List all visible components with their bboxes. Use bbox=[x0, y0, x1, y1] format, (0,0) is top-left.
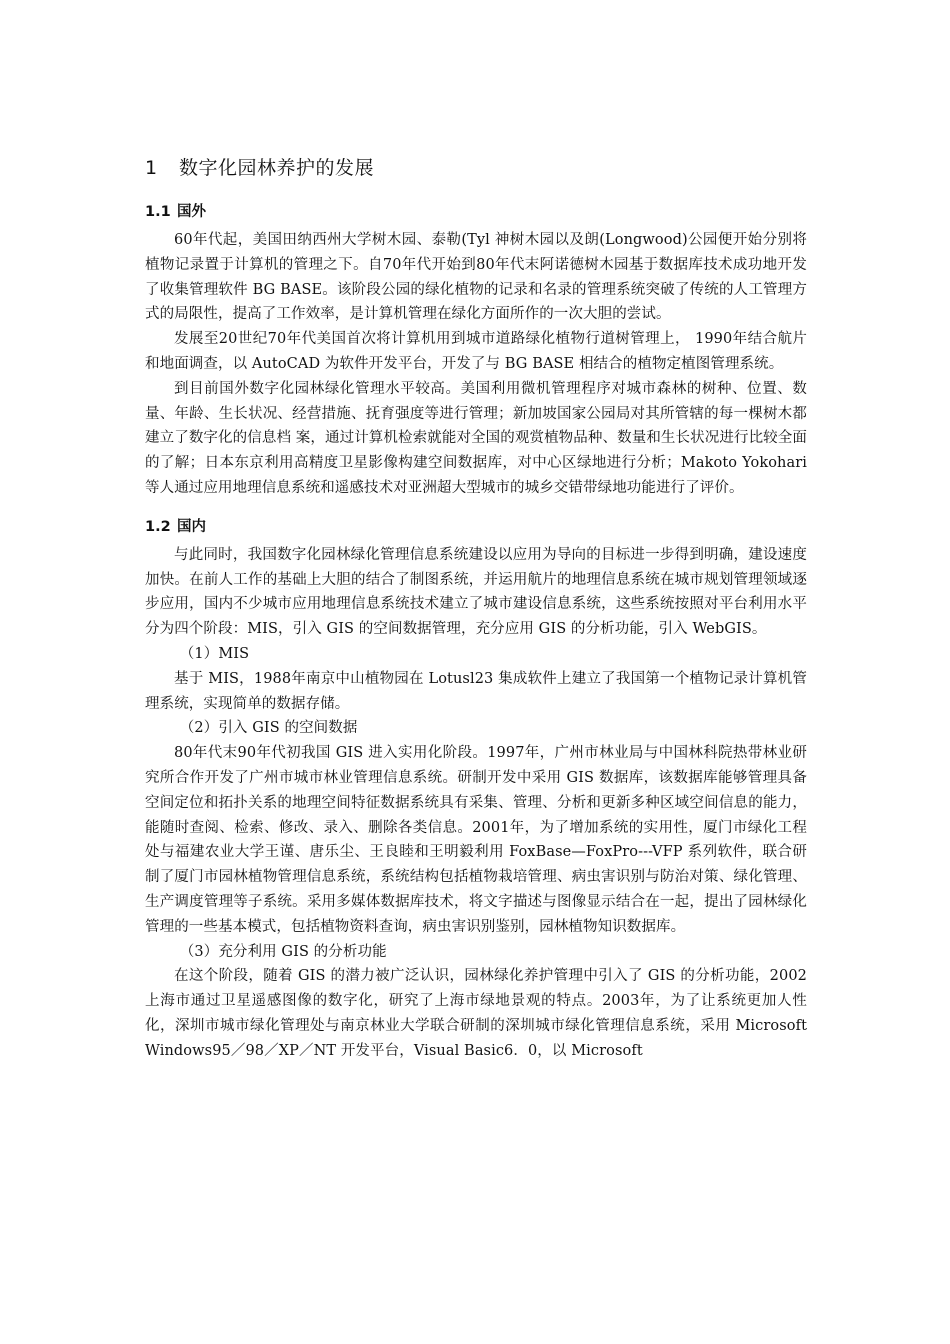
subheading-stage-3: （3）充分利用 GIS 的分析功能 bbox=[179, 943, 387, 960]
paragraph: 与此同时，我国数字化园林绿化管理信息系统建设以应用为导向的目标进一步得到明确，建设速度加快。在前人工作的基础上大胆的结合了制图系统，并运用航片的地理信息系统在城市规划管理领域逐步应用，国内不少城市应用地理信息系统技术建立了城市建设信息系统，这些系统按照对平台利用水平分为四个阶段：MIS，引入 GIS 的空间数据管理，充分应用 GIS 的分析功能，引入 WebGIS。 bbox=[145, 546, 807, 638]
chapter-title: 数字化园林养护的发展 bbox=[179, 157, 375, 179]
chapter-number: 1 bbox=[145, 157, 158, 179]
paragraph: 基于 MIS，1988年南京中山植物园在 Lotusl23 集成软件上建立了我国第一个植物记录计算机管理系统，实现简单的数据存储。 bbox=[145, 670, 807, 712]
chapter-heading bbox=[145, 152, 807, 184]
subheading-stage-2: （2）引入 GIS 的空间数据 bbox=[179, 720, 358, 737]
paragraph: 80年代末90年代初我国 GIS 进入实用化阶段。1997年，广州市林业局与中国林科院热带林业研究所合作开发了广州市城市林业管理信息系统。研制开发中采用 GIS 数据库，该数据库能够管理具备空间定位和拓扑关系的地理空间特征数据系统具有采集、管理、分析和更新多种区域空间信息的能力，能随时查阅、检索、修改、录入、删除各类信息。2001年，为了增加系统的实用性，厦门市绿化工程处与福建农业大学王谨、唐乐尘、王良睦和王明毅利用 FoxBase—FoxPro---VFP 系列软件，联合研制了厦门市园林植物管理信息系统，系统结构包括植物栽培管理、病虫害识别与防治对策、绿化管理、生产调度管理等子系统。采用多媒体数据库技术，将文字描述与图像显示结合在一起，提出了园林绿化管理的一些基本模式，包括植物资料查询，病虫害识别鉴别，园林植物知识数据库。 bbox=[145, 745, 807, 935]
section-heading-foreign bbox=[145, 200, 807, 224]
section-number: 1.2 bbox=[145, 518, 171, 535]
paragraph: 在这个阶段，随着 GIS 的潜力被广泛认识，园林绿化养护管理中引入了 GIS 的分析功能，2002上海市通过卫星遥感图像的数字化，研究了上海市绿地景观的特点。2003年，为了让系统更加人性化，深圳市城市绿化管理处与南京林业大学联合研制的深圳城市绿化管理信息系统，采用 Microsoft Windows95／98／XP／NT 开发平台，Visual Basic6．0，以 Microsoft bbox=[145, 968, 807, 1059]
document-page bbox=[145, 152, 807, 1064]
section-title: 国外 bbox=[177, 204, 206, 220]
paragraph: 发展至20世纪70年代美国首次将计算机用到城市道路绿化植物行道树管理上， 1990年结合航片和地面调查，以 AutoCAD 为软件开发平台，开发了与 BG BASE 相结合的植物定植图管理系统。 bbox=[145, 331, 807, 372]
section-heading-domestic bbox=[145, 515, 807, 539]
subheading-stage-1: （1）MIS bbox=[179, 645, 250, 662]
paragraph: 到目前国外数字化园林绿化管理水平较高。美国利用微机管理程序对城市森林的树种、位置、数量、年龄、生长状况、经营措施、抚育强度等进行管理；新加坡国家公园局对其所管辖的每一棵树木都建立了数字化的信息档 案，通过计算机检索就能对全国的观赏植物品种、数量和生长状况进行比较全面的了解；日本东京利用高精度卫星影像构建空间数据库，对中心区绿地进行分析；Makoto Yokohari 等人通过应用地理信息系统和遥感技术对亚洲超大型城市的城乡交错带绿地功能进行了评价。 bbox=[145, 380, 807, 496]
paragraph: 60年代起，美国田纳西州大学树木园、泰勒(Tyl 神树木园以及朗(Longwood)公园便开始分别将植物记录置于计算机的管理之下。自70年代开始到80年代末阿诺德树木园基于数据库技术成功地开发了收集管理软件 BG BASE。该阶段公园的绿化植物的记录和名录的管理系统突破了传统的人工管理方式的局限性，提高了工作效率，是计算机管理在绿化方面所作的一次大胆的尝试。 bbox=[145, 232, 807, 323]
section-title: 国内 bbox=[177, 518, 206, 535]
section-number: 1.1 bbox=[145, 204, 171, 220]
